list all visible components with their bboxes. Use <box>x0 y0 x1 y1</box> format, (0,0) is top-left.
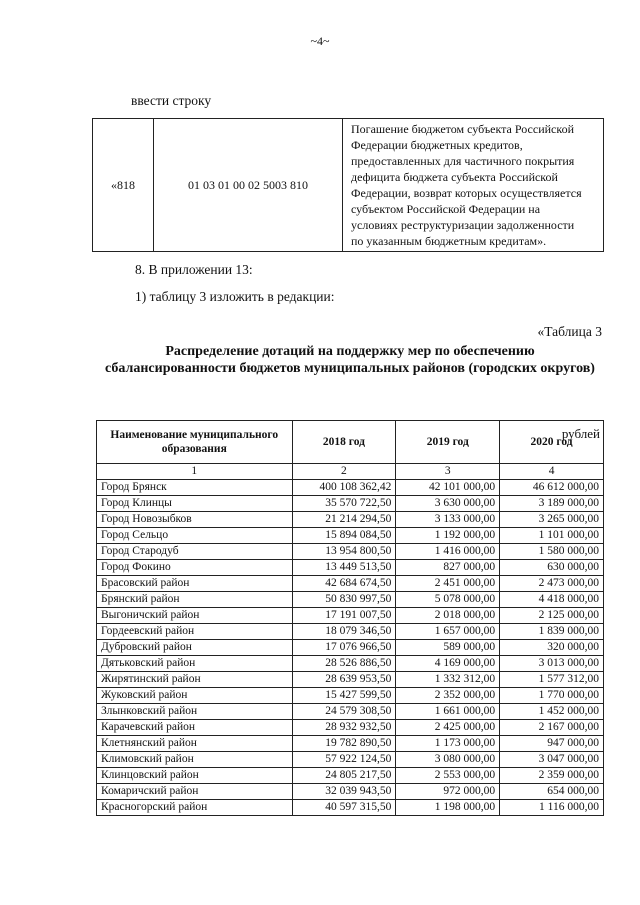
amount-cell: 13 449 513,50 <box>292 560 396 576</box>
amount-cell: 42 684 674,50 <box>292 576 396 592</box>
amount-cell: 3 080 000,00 <box>396 752 500 768</box>
description-line: по указанным бюджетным кредитам». <box>351 234 547 248</box>
amount-cell: 1 452 000,00 <box>500 704 604 720</box>
amount-cell: 13 954 800,50 <box>292 544 396 560</box>
amount-cell: 972 000,00 <box>396 784 500 800</box>
table-row <box>97 800 604 816</box>
amount-cell: 400 108 362,42 <box>292 480 396 496</box>
table-row <box>97 720 604 736</box>
amount-cell: 2 553 000,00 <box>396 768 500 784</box>
municipality-name-cell: Брянский район <box>97 592 293 608</box>
paragraph-2: 1) таблицу 3 изложить в редакции: <box>135 289 335 304</box>
municipality-name-cell: Брасовский район <box>97 576 293 592</box>
amount-cell: 1 173 000,00 <box>396 736 500 752</box>
amount-cell: 1 416 000,00 <box>396 544 500 560</box>
table-row <box>97 736 604 752</box>
subsidy-table <box>96 420 604 816</box>
municipality-name-cell: Жуковский район <box>97 688 293 704</box>
table-row <box>97 544 604 560</box>
amount-cell: 50 830 997,50 <box>292 592 396 608</box>
amount-cell: 1 577 312,00 <box>500 672 604 688</box>
amount-cell: 654 000,00 <box>500 784 604 800</box>
table-row <box>97 512 604 528</box>
amount-cell: 28 526 886,50 <box>292 656 396 672</box>
table-row <box>97 704 604 720</box>
table-row <box>97 784 604 800</box>
amount-cell: 2 451 000,00 <box>396 576 500 592</box>
amount-cell: 4 418 000,00 <box>500 592 604 608</box>
description-line: условиях реструктуризации задолженности <box>351 218 575 232</box>
amount-cell: 35 570 722,50 <box>292 496 396 512</box>
index-cell: 3 <box>396 464 500 480</box>
paragraph-1: 8. В приложении 13: <box>135 262 253 277</box>
index-cell: 1 <box>97 464 293 480</box>
amount-cell: 1 580 000,00 <box>500 544 604 560</box>
amount-cell: 2 167 000,00 <box>500 720 604 736</box>
municipality-name-cell: Клинцовский район <box>97 768 293 784</box>
amount-cell: 589 000,00 <box>396 640 500 656</box>
municipality-name-cell: Жирятинский район <box>97 672 293 688</box>
municipality-name-cell: Дубровский район <box>97 640 293 656</box>
amount-cell: 24 805 217,50 <box>292 768 396 784</box>
header-2019: 2019 год <box>396 421 500 464</box>
table-row <box>97 576 604 592</box>
amount-cell: 1 332 312,00 <box>396 672 500 688</box>
amount-cell: 827 000,00 <box>396 560 500 576</box>
table-row <box>97 752 604 768</box>
amount-cell: 21 214 294,50 <box>292 512 396 528</box>
municipality-name-cell: Клетнянский район <box>97 736 293 752</box>
amount-cell: 3 630 000,00 <box>396 496 500 512</box>
amount-cell: 947 000,00 <box>500 736 604 752</box>
amount-cell: 1 770 000,00 <box>500 688 604 704</box>
header-2018: 2018 год <box>292 421 396 464</box>
amount-cell: 2 018 000,00 <box>396 608 500 624</box>
index-cell: 4 <box>500 464 604 480</box>
header-municipality: Наименование муниципального образования <box>97 421 293 464</box>
municipality-name-cell: Карачевский район <box>97 720 293 736</box>
description-line: субъектом Российской Федерации на <box>351 202 541 216</box>
amount-cell: 24 579 308,50 <box>292 704 396 720</box>
amount-cell: 1 839 000,00 <box>500 624 604 640</box>
amount-cell: 1 657 000,00 <box>396 624 500 640</box>
municipality-name-cell: Город Стародуб <box>97 544 293 560</box>
table-row <box>97 624 604 640</box>
budget-row-table <box>92 118 604 252</box>
amount-cell: 630 000,00 <box>500 560 604 576</box>
index-cell: 2 <box>292 464 396 480</box>
table-row <box>97 656 604 672</box>
amount-cell: 15 427 599,50 <box>292 688 396 704</box>
budget-code-cell: «818 <box>93 119 154 252</box>
budget-row <box>93 119 604 252</box>
description-line: Погашение бюджетом субъекта Российской <box>351 122 575 136</box>
table-header-row <box>97 421 604 464</box>
amount-cell: 2 473 000,00 <box>500 576 604 592</box>
amount-cell: 17 191 007,50 <box>292 608 396 624</box>
amount-cell: 15 894 084,50 <box>292 528 396 544</box>
description-line: Федерации, возврат которых осуществляется <box>351 186 582 200</box>
amount-cell: 19 782 890,50 <box>292 736 396 752</box>
municipality-name-cell: Дятьковский район <box>97 656 293 672</box>
municipality-name-cell: Климовский район <box>97 752 293 768</box>
description-line: Федерации бюджетных кредитов, <box>351 138 523 152</box>
table-caption: «Таблица 3 <box>537 324 602 339</box>
amount-cell: 46 612 000,00 <box>500 480 604 496</box>
table-row <box>97 768 604 784</box>
table-row <box>97 608 604 624</box>
amount-cell: 320 000,00 <box>500 640 604 656</box>
municipality-name-cell: Красногорский район <box>97 800 293 816</box>
description-line: дефицита бюджета субъекта Российской <box>351 170 558 184</box>
table-row <box>97 480 604 496</box>
amount-cell: 3 189 000,00 <box>500 496 604 512</box>
table-row <box>97 528 604 544</box>
table-row <box>97 688 604 704</box>
municipality-name-cell: Город Брянск <box>97 480 293 496</box>
document-title: Распределение дотаций на поддержку мер по обеспечению сбалансированности бюджетов муниципальных районов (городских округов) <box>105 344 595 376</box>
budget-kbk-cell: 01 03 01 00 02 5003 810 <box>154 119 343 252</box>
amount-cell: 32 039 943,50 <box>292 784 396 800</box>
amount-cell: 28 932 932,50 <box>292 720 396 736</box>
unit-label: рублей <box>561 426 600 441</box>
amount-cell: 5 078 000,00 <box>396 592 500 608</box>
amount-cell: 3 265 000,00 <box>500 512 604 528</box>
amount-cell: 28 639 953,50 <box>292 672 396 688</box>
intro-text: ввести строку <box>131 93 212 108</box>
amount-cell: 1 116 000,00 <box>500 800 604 816</box>
amount-cell: 1 192 000,00 <box>396 528 500 544</box>
municipality-name-cell: Город Сельцо <box>97 528 293 544</box>
municipality-name-cell: Злынковский район <box>97 704 293 720</box>
amount-cell: 2 425 000,00 <box>396 720 500 736</box>
amount-cell: 2 359 000,00 <box>500 768 604 784</box>
amount-cell: 1 661 000,00 <box>396 704 500 720</box>
amount-cell: 17 076 966,50 <box>292 640 396 656</box>
table-row <box>97 560 604 576</box>
amount-cell: 2 352 000,00 <box>396 688 500 704</box>
amount-cell: 2 125 000,00 <box>500 608 604 624</box>
municipality-name-cell: Город Клинцы <box>97 496 293 512</box>
amount-cell: 1 198 000,00 <box>396 800 500 816</box>
table-row <box>97 592 604 608</box>
amount-cell: 3 047 000,00 <box>500 752 604 768</box>
table-index-row <box>97 464 604 480</box>
amount-cell: 57 922 124,50 <box>292 752 396 768</box>
amount-cell: 40 597 315,50 <box>292 800 396 816</box>
municipality-name-cell: Выгоничский район <box>97 608 293 624</box>
amount-cell: 18 079 346,50 <box>292 624 396 640</box>
description-line: предоставленных для частичного покрытия <box>351 154 575 168</box>
municipality-name-cell: Комаричский район <box>97 784 293 800</box>
table-row <box>97 672 604 688</box>
page-number: ~4~ <box>310 34 330 48</box>
amount-cell: 42 101 000,00 <box>396 480 500 496</box>
table-row <box>97 496 604 512</box>
budget-description-cell <box>343 119 604 252</box>
municipality-name-cell: Гордеевский район <box>97 624 293 640</box>
municipality-name-cell: Город Новозыбков <box>97 512 293 528</box>
table-row <box>97 640 604 656</box>
amount-cell: 1 101 000,00 <box>500 528 604 544</box>
municipality-name-cell: Город Фокино <box>97 560 293 576</box>
amount-cell: 3 133 000,00 <box>396 512 500 528</box>
header-2020: 2020 год <box>500 421 604 464</box>
amount-cell: 4 169 000,00 <box>396 656 500 672</box>
amount-cell: 3 013 000,00 <box>500 656 604 672</box>
